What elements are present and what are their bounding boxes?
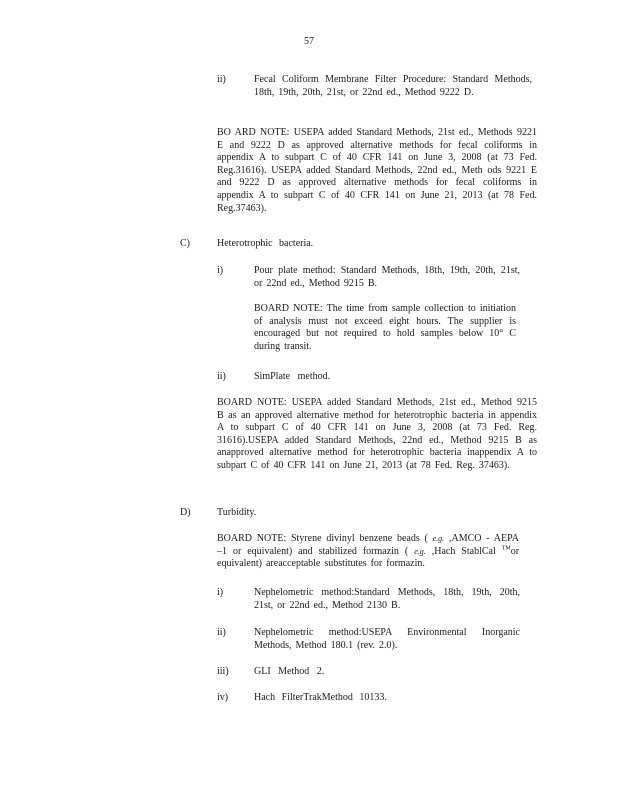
board-note-transit: BOARD NOTE: The time from sample collection to initiation of analysis must not exceed eight hours. The supplier is encouraged but not required to hold samples below 10° C during transit. <box>254 303 516 352</box>
turbidity-item-label-iv: iv) <box>217 692 229 703</box>
fecal-coliform-procedure: Fecal Coliform Membrane Filter Procedure: Standard Methods, 18th, 19th, 20th, 21st, or 22nd ed., Method 9222 D. <box>254 74 532 98</box>
item-label-i: i) <box>217 265 224 276</box>
item-label-ii-c: ii) <box>217 371 226 382</box>
gli-method: GLI Method 2. <box>254 666 325 677</box>
board-note-fecal: BO ARD NOTE: USEPA added Standard Methods, 21st ed., Methods 9221 E and 9222 D as approved alternative methods for fecal coliforms in appendix A to subpart C of 40 CFR 141 on June 3, 2008 (at 73 Fed. Reg.31616). USEPA added Standard Methods, 22nd ed., Meth ods 9221 E and 9222 D as approved alternative methods for fecal coliforms in appendix A to subpart C of 40 CFR 141 on June 21, 2013 (at 78 Fed. Reg.37463). <box>217 127 537 214</box>
section-title-heterotrophic: Heterotrophic bacteria. <box>217 238 314 249</box>
section-label-d: D) <box>180 507 191 518</box>
board-note-heterotrophic: BOARD NOTE: USEPA added Standard Methods, 21st ed., Method 9215 B as an approved alternative method for heterotrophic bacteria in appendix A to subpart C of 40 CFR 141 on June 3, 2008 (at 73 Fed. Reg. 31616).USEPA added Standard Methods, 22nd ed., Method 9215 B as anapproved alternative method for heterotrophic bacteria inappendix A to subpart C of 40 CFR 141 on June 21, 2013 (at 78 Fed. Reg. 37463). <box>217 397 537 471</box>
hach-filtertrak-method: Hach FilterTrakMethod 10133. <box>254 692 387 703</box>
nephelometric-standard-methods: Nephelometric method:Standard Methods, 18th, 19th, 20th, 21st, or 22nd ed., Method 2130 B. <box>254 587 520 611</box>
section-title-turbidity: Turbidity. <box>217 507 257 518</box>
board-note-turbidity: BOARD NOTE: Styrene divinyl benzene beads ( e.g. ,AMCO - AEPA –1 or equivalent) and stabilized formazin ( e.g. ,Hach StablCal ™or equivalent) areacceptable substitutes for formazin. <box>217 533 520 570</box>
item-label-ii: ii) <box>217 74 226 85</box>
simplate-method: SimPlate method. <box>254 371 331 382</box>
page-number: 57 <box>304 36 314 47</box>
nephelometric-usepa-method: Nephelometric method:USEPA Environmental Inorganic Methods, Method 180.1 (rev. 2.0). <box>254 627 520 651</box>
turbidity-item-label-iii: iii) <box>217 666 229 677</box>
pour-plate-method: Pour plate method: Standard Methods, 18th, 19th, 20th, 21st, or 22nd ed., Method 9215 B. <box>254 265 520 289</box>
section-label-c: C) <box>180 238 190 249</box>
turbidity-item-label-i: i) <box>217 587 224 598</box>
turbidity-item-label-ii: ii) <box>217 627 226 638</box>
